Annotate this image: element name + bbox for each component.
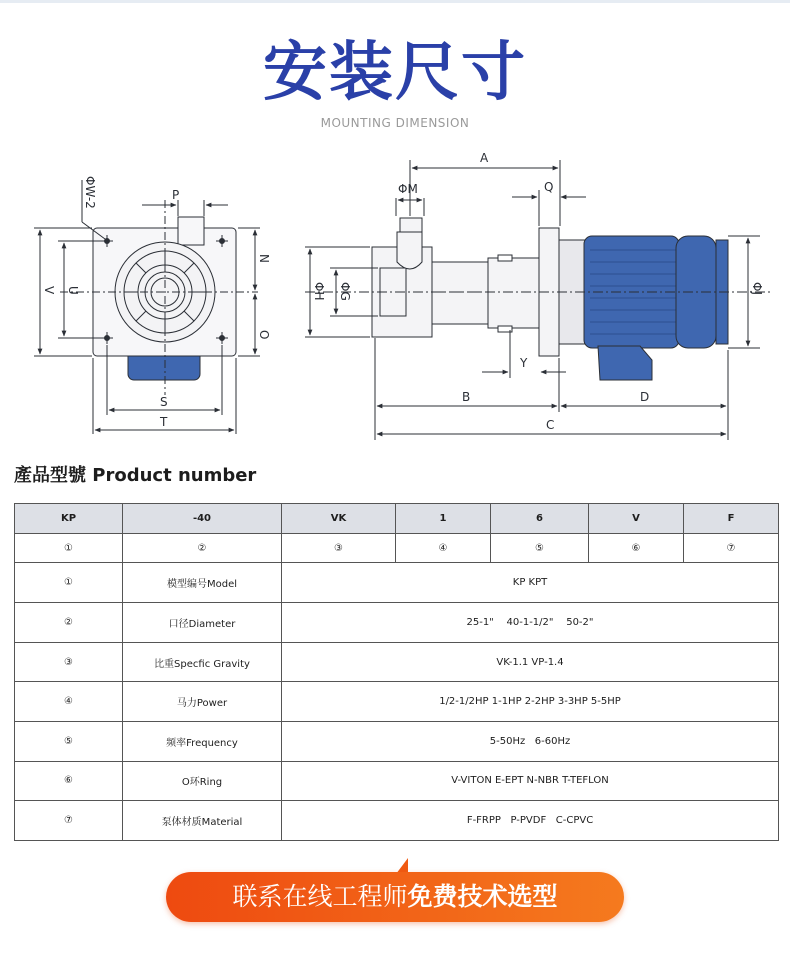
index-cell: ② — [123, 533, 282, 563]
index-row — [15, 533, 779, 563]
cta-area — [0, 858, 790, 938]
spec-name: O环Ring — [123, 761, 282, 801]
contact-engineer-button[interactable] — [166, 872, 624, 922]
spec-value: V-VITON E-EPT N-NBR T-TEFLON — [282, 761, 779, 801]
code-cell: 6 — [491, 504, 589, 534]
page-title: 安装尺寸 — [263, 36, 527, 110]
label-a: A — [480, 151, 489, 165]
code-cell: KP — [15, 504, 123, 534]
spec-name: 模型编号Model — [123, 563, 282, 603]
label-d: D — [640, 390, 650, 404]
spec-row-diameter — [15, 603, 779, 643]
cta-text-regular: 联系在线工程师 — [232, 882, 408, 911]
spec-row-frequency — [15, 722, 779, 762]
label-v: V — [42, 286, 56, 295]
spec-index: ⑥ — [15, 761, 123, 801]
spec-index: ⑤ — [15, 722, 123, 762]
label-phi-h: ΦH — [312, 282, 326, 301]
spec-name: 马力Power — [123, 682, 282, 722]
code-cell: F — [684, 504, 779, 534]
spec-index: ⑦ — [15, 801, 123, 841]
spec-row-gravity — [15, 642, 779, 682]
code-cell: VK — [282, 504, 396, 534]
label-q: Q — [544, 180, 554, 194]
label-phi-j: ΦJ — [750, 282, 764, 295]
spec-value: F-FRPP P-PVDF C-CPVC — [282, 801, 779, 841]
index-cell: ④ — [396, 533, 491, 563]
front-view — [34, 180, 260, 434]
mounting-dimension-drawing — [0, 150, 790, 445]
code-row — [15, 504, 779, 534]
label-phi-g: ΦG — [338, 282, 352, 301]
label-phi-w2: ΦW-2 — [83, 176, 97, 209]
spec-name: 比重Specfic Gravity — [123, 642, 282, 682]
label-o: O — [257, 330, 271, 340]
spec-index: ④ — [15, 682, 123, 722]
spec-name: 频率Frequency — [123, 722, 282, 762]
spec-row-model — [15, 563, 779, 603]
label-b: B — [462, 390, 471, 404]
index-cell: ③ — [282, 533, 396, 563]
index-cell: ⑦ — [684, 533, 779, 563]
label-t: T — [160, 415, 168, 429]
side-view — [305, 160, 770, 440]
label-y: Y — [520, 356, 528, 370]
label-n: N — [257, 254, 271, 263]
index-cell: ① — [15, 533, 123, 563]
spec-index: ① — [15, 563, 123, 603]
label-u: U — [66, 286, 80, 295]
index-cell: ⑤ — [491, 533, 589, 563]
label-phi-m: ΦM — [398, 182, 418, 196]
label-c: C — [546, 418, 555, 432]
spec-name: 泵体材质Material — [123, 801, 282, 841]
product-number-table — [14, 503, 779, 841]
label-s: S — [160, 395, 168, 409]
spec-value: 5-50Hz 6-60Hz — [282, 722, 779, 762]
spec-row-oring — [15, 761, 779, 801]
cta-text-bold: 免费技术选型 — [407, 882, 558, 911]
spec-name: 口径Diameter — [123, 603, 282, 643]
spec-row-power — [15, 682, 779, 722]
page-subtitle: MOUNTING DIMENSION — [320, 116, 470, 130]
top-divider — [0, 0, 790, 3]
product-number-title: 產品型號 Product number — [14, 465, 257, 486]
spec-index: ③ — [15, 642, 123, 682]
spec-value: 1/2-1/2HP 1-1HP 2-2HP 3-3HP 5-5HP — [282, 682, 779, 722]
front-outlet — [178, 217, 204, 245]
spec-value: 25-1" 40-1-1/2" 50-2" — [282, 603, 779, 643]
code-cell: V — [589, 504, 684, 534]
code-cell: -40 — [123, 504, 282, 534]
label-p: P — [172, 188, 180, 202]
index-cell: ⑥ — [589, 533, 684, 563]
spec-row-material — [15, 801, 779, 841]
spec-value: VK-1.1 VP-1.4 — [282, 642, 779, 682]
code-cell: 1 — [396, 504, 491, 534]
spec-index: ② — [15, 603, 123, 643]
spec-value: KP KPT — [282, 563, 779, 603]
side-shaft-housing — [432, 262, 488, 324]
